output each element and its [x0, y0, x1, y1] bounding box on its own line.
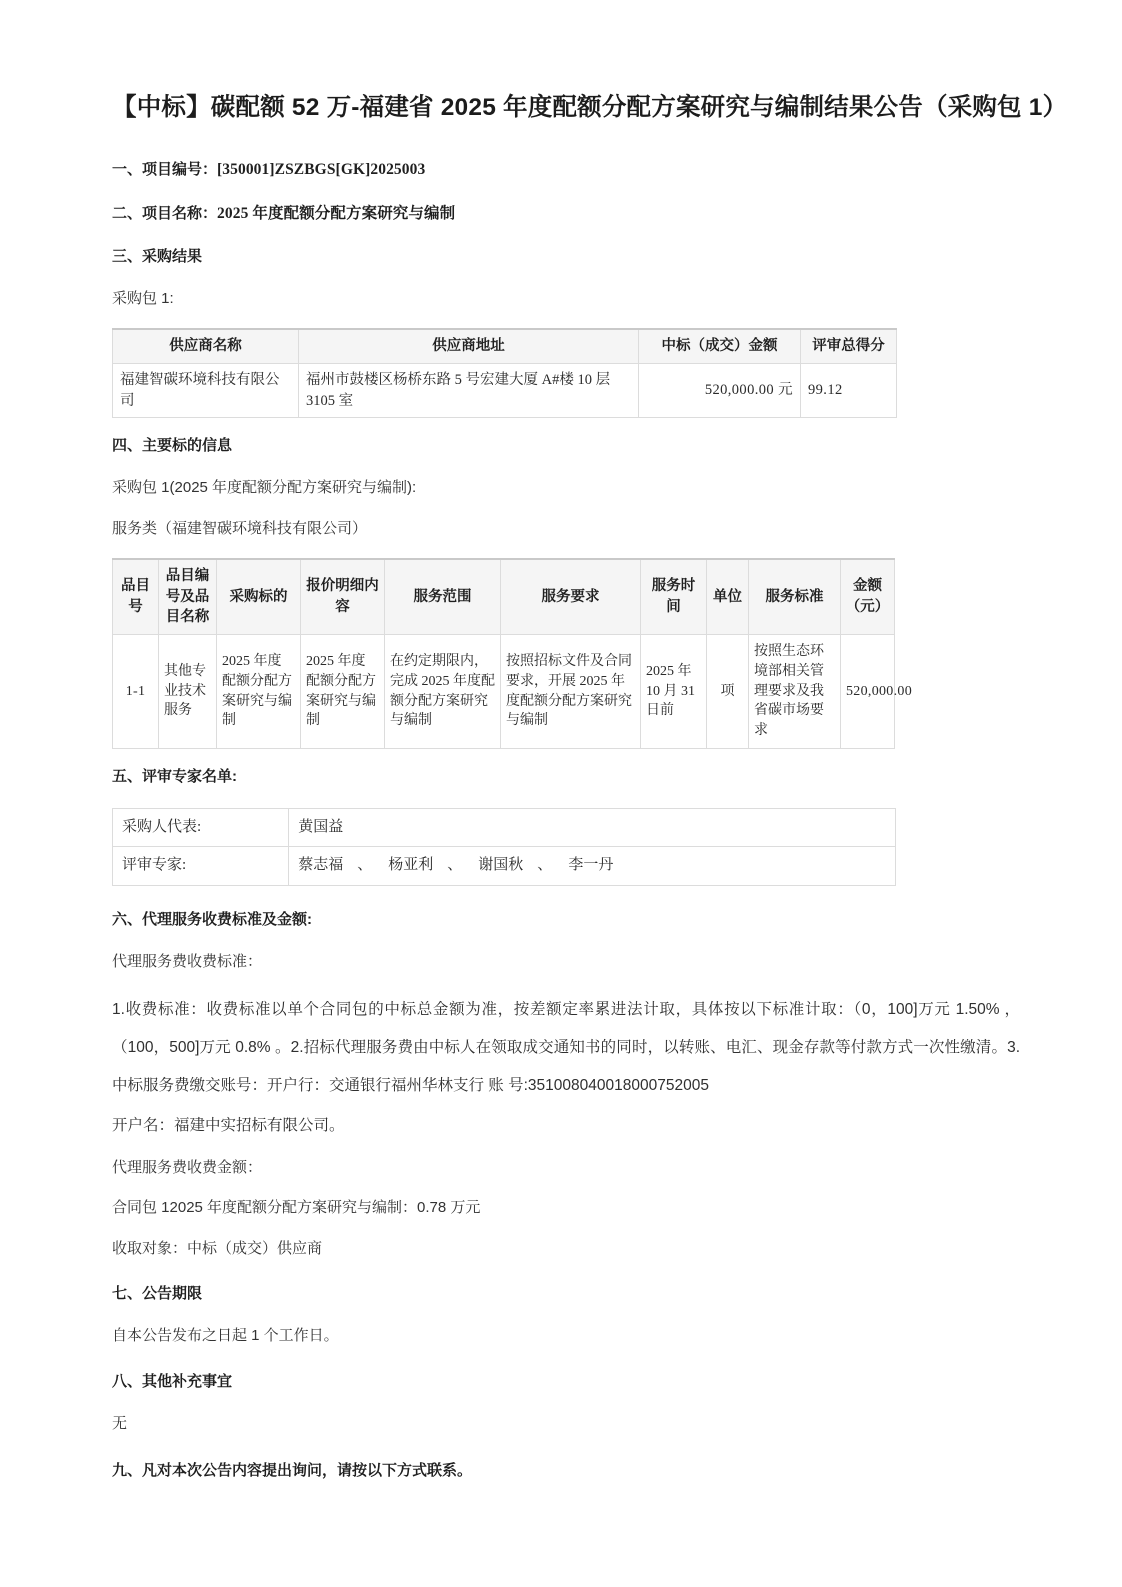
cell-review-expert-label: 评审专家:	[113, 847, 289, 885]
col-unit: 单位	[707, 559, 749, 634]
section-heading-notice-period: 七、公告期限	[112, 1285, 203, 1303]
col-item-code-name: 品目编号及品目名称	[159, 559, 217, 634]
expert-name: 谢国秋	[478, 857, 524, 874]
other-body: 无	[112, 1414, 128, 1432]
expert-separator: 、	[537, 857, 553, 874]
cell-supplier-address: 福州市鼓楼区杨桥东路 5 号宏建大厦 A#楼 10 层 3105 室	[299, 363, 639, 417]
cell-supplier-name: 福建智碳环境科技有限公司	[113, 363, 299, 417]
cell-service-scope: 在约定期限内，完成 2025 年度配额分配方案研究与编制	[385, 634, 501, 748]
cell-service-time: 2025 年 10 月 31 日前	[641, 634, 707, 748]
section-heading-subject-info: 四、主要标的信息	[112, 437, 233, 455]
subject-package-line: 采购包 1(2025 年度配额分配方案研究与编制):	[112, 479, 417, 497]
section-heading-agency-fee: 六、代理服务收费标准及金额:	[112, 910, 312, 928]
table-row	[113, 847, 896, 885]
cell-unit: 项	[707, 634, 749, 748]
agency-fee-amount-line: 合同包 12025 年度配额分配方案研究与编制：0.78 万元	[112, 1199, 481, 1217]
expert-separator: 、	[357, 857, 373, 874]
section-heading-contact: 九、凡对本次公告内容提出询问，请按以下方式联系。	[112, 1462, 473, 1480]
cell-service-standard: 按照生态环境部相关管理要求及我省碳市场要求	[749, 634, 841, 748]
project-name-line	[112, 201, 1020, 223]
expert-separator: 、	[447, 857, 463, 874]
cell-amount: 520,000.00	[841, 634, 895, 748]
cell-purchaser-rep-label: 采购人代表:	[113, 809, 289, 847]
col-item-no: 品目号	[113, 559, 159, 634]
cell-bid-amount: 520,000.00 元	[639, 363, 801, 417]
cell-purchaser-rep-value: 黄国益	[289, 809, 896, 847]
table-row	[113, 363, 897, 417]
result-package-label: 采购包 1:	[112, 289, 174, 307]
agency-fee-payer-line: 收取对象：中标（成交）供应商	[112, 1239, 323, 1257]
expert-name: 杨亚利	[388, 857, 434, 874]
cell-procurement-subject: 2025 年度配额分配方案研究与编制	[217, 634, 301, 748]
table-row	[113, 809, 896, 847]
col-total-score: 评审总得分	[801, 329, 897, 363]
col-bid-amount: 中标（成交）金额	[639, 329, 801, 363]
col-service-scope: 服务范围	[385, 559, 501, 634]
section-heading-result: 三、采购结果	[112, 247, 203, 265]
project-name-value: 2025 年度配额分配方案研究与编制	[217, 204, 456, 222]
col-procurement-subject: 采购标的	[217, 559, 301, 634]
agency-fee-standard-label: 代理服务费收费标准：	[112, 952, 263, 970]
project-number-line	[112, 158, 1020, 179]
col-service-requirement: 服务要求	[501, 559, 641, 634]
project-name-label: 二、项目名称：	[112, 204, 218, 222]
col-service-standard: 服务标准	[749, 559, 841, 634]
table-header-row	[113, 559, 895, 634]
purchase-result-table	[112, 328, 897, 418]
section-heading-other: 八、其他补充事宜	[112, 1372, 233, 1390]
subject-info-table	[112, 558, 912, 749]
cell-quote-detail: 2025 年度配额分配方案研究与编制	[301, 634, 385, 748]
page-title: 【中标】碳配额 52 万-福建省 2025 年度配额分配方案研究与编制结果公告（采购包 1）	[112, 94, 1068, 121]
col-supplier-name: 供应商名称	[113, 329, 299, 363]
cell-item-no: 1-1	[113, 634, 159, 748]
cell-total-score: 99.12	[801, 363, 897, 417]
agency-fee-standard-body: 1.收费标准：收费标准以单个合同包的中标总金额为准，按差额定率累进法计取，具体按以下标准计取：（0，100]万元 1.50% ，（100，500]万元 0.8% 。2.招标代理服务费由中标人在领取成交通知书的同时，以转账、电汇、现金存款等付款方式一次性缴清。3.中标服务费缴交账号：开户行：交通银行福州华林支行 账 号:351008040018000752005	[112, 1001, 1020, 1095]
project-number-label: 一、项目编号：	[112, 160, 218, 178]
col-service-time: 服务时间	[641, 559, 707, 634]
expert-name: 蔡志福	[298, 857, 344, 874]
expert-list-table	[112, 808, 896, 886]
col-supplier-address: 供应商地址	[299, 329, 639, 363]
col-quote-detail: 报价明细内容	[301, 559, 385, 634]
project-number-value: [350001]ZSZBGS[GK]2025003	[217, 160, 426, 178]
cell-item-name: 其他专业技术服务	[159, 634, 217, 748]
cell-service-requirement: 按照招标文件及合同要求，开展 2025 年度配额分配方案研究与编制	[501, 634, 641, 748]
cell-review-expert-names	[289, 847, 896, 885]
table-row	[113, 634, 895, 748]
subject-category-line: 服务类（福建智碳环境科技有限公司）	[112, 519, 368, 537]
agency-fee-amount-label: 代理服务费收费金额：	[112, 1158, 263, 1176]
table-header-row	[113, 329, 897, 363]
col-amount-yuan: 金额（元）	[841, 559, 895, 634]
agency-fee-account-name: 开户名：福建中实招标有限公司。	[112, 1117, 345, 1135]
expert-name: 李一丹	[568, 857, 614, 874]
section-heading-experts: 五、评审专家名单:	[112, 768, 237, 786]
notice-period-body: 自本公告发布之日起 1 个工作日。	[112, 1327, 339, 1345]
